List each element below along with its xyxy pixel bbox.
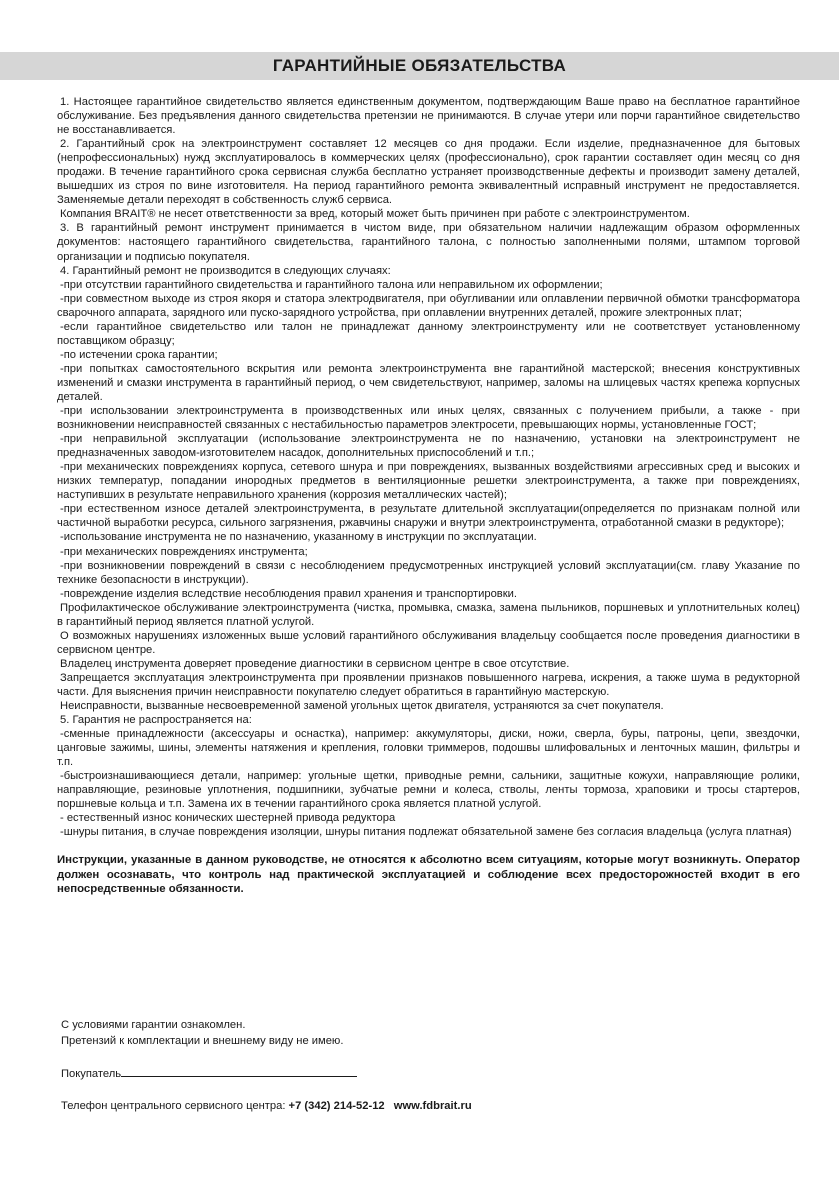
website-link[interactable]: www.fdbrait.ru (393, 1099, 472, 1112)
paragraph: 5. Гарантия не распространяется на: (60, 714, 252, 727)
list-item: -шнуры питания, в случае повреждения изоляции, шнуры питания подлежат обязательной замене без согласия владельца (услуга платная) (60, 826, 792, 839)
list-item: -при отсутствии гарантийного свидетельства и гарантийного талона или неправильном их оформлении; (60, 278, 603, 291)
phone-label: Телефон центрального сервисного центра: (61, 1099, 286, 1112)
paragraph: Профилактическое обслуживание электроинструмента (чистка, промывка, смазка, замена пыльников, поршневых и уплотнительных колец) в гарантийный период является платной услугой. (57, 601, 800, 628)
list-item: -использование инструмента не по назначению, указанному в инструкции по эксплуатации. (60, 531, 537, 544)
signature-line (121, 1065, 357, 1077)
warranty-terms (57, 95, 800, 896)
paragraph: О возможных нарушениях изложенных выше условий гарантийного обслуживания владельцу сообщается после проведения диагностики в сервисном центре. (57, 629, 800, 656)
list-item: -быстроизнашивающиеся детали, например: угольные щетки, приводные ремни, сальники, защитные кожухи, направляющие ролики, направляющие, резиновые уплотнения, подшипники, зубчатые ремни и колеса, стволы, ленты тормоза, храповики и тросы стартеров, поршневые кольца и т.п. Замена их в течении гарантийного срока является платной услугой. (57, 770, 800, 811)
paragraph: 4. Гарантийный ремонт не производится в следующих случаях: (60, 264, 391, 277)
paragraph: Запрещается эксплуатация электроинструмента при проявлении признаков повышенного нагрева, искрения, а также шума в редукторной части. Для выяснения причин неисправности покупателю следует обратиться в гарантийную мастерскую. (57, 671, 800, 698)
acknowledgement-line: Претензий к комплектации и внешнему виду не имею. (61, 1034, 344, 1047)
list-item: -при механических повреждениях корпуса, сетевого шнура и при повреждениях, вызванных воздействиями агрессивных сред и высоких и низких температур, попадании инородных предметов в вентиляционные решетки электроинструмента, а также при повреждениях, наступивших в результате неправильного хранения (коррозия металлических частей); (57, 461, 800, 502)
list-item: -повреждение изделия вследствие несоблюдения правил хранения и транспортировки. (60, 587, 517, 600)
phone-number: +7 (342) 214-52-12 (288, 1099, 385, 1112)
list-item: - естественный износ конических шестерней привода редуктора (60, 812, 396, 825)
page-title: ГАРАНТИЙНЫЕ ОБЯЗАТЕЛЬСТВА (272, 56, 567, 75)
list-item: -при попытках самостоятельного вскрытия или ремонта электроинструмента вне гарантийной мастерской; внесения конструктивных изменений и смазки инструмента в гарантийный период, о чем свидетельствуют, например, заломы на шлицевых частях крепежа корпусных деталей. (57, 362, 800, 403)
list-item: -при возникновении повреждений в связи с несоблюдением предусмотренных инструкцией условий эксплуатации(см. главу Указание по технике безопасности в инструкции). (57, 559, 800, 586)
paragraph: 2. Гарантийный срок на электроинструмент составляет 12 месяцев со дня продажи. Если изделие, предназначенное для бытовых (непрофессиональных) нужд эксплуатировалось в коммерческих целях (профессионально), срок гарантии составляет один месяц со дня продажи. В течение гарантийного срока сервисная служба бесплатно устраняет производственные дефекты и производит замену деталей, вышедших из строя по вине изготовителя. На период гарантийного ремонта эквивалентный исправный инструмент не предоставляется. Заменяемые детали переходят в собственность служб сервиса. (57, 138, 800, 207)
list-item: -при совместном выходе из строя якоря и статора электродвигателя, при обугливании или оплавлении первичной обмотки трансформатора сварочного аппарата, зарядного или пуско-зарядного устройства, при оплавлении внутренних деталей, прожиге электронных плат; (57, 292, 800, 319)
list-item: -при естественном износе деталей электроинструмента, в результате длительной эксплуатации(определяется по признакам полной или частичной выработки ресурса, сильного загрязнения, ржавчины снаружи и внутри электроинструмента, отработанной смазки в редукторе); (57, 503, 800, 530)
acknowledgement-block (61, 1018, 801, 1114)
list-item: -если гарантийное свидетельство или талон не принадлежат данному электроинструменту или не соответствует установленному поставщиком образцу; (57, 320, 800, 347)
list-item: -при механических повреждениях инструмента; (60, 545, 308, 558)
list-item: -сменные принадлежности (аксессуары и оснастка), например: аккумуляторы, диски, ножи, сверла, буры, патроны, цепи, звездочки, цанговые зажимы, шины, элементы натяжения и крепления, головки триммеров, подошвы шлифовальных и ленточных машин, фильтры и т.п. (57, 728, 800, 769)
paragraph: Владелец инструмента доверяет проведение диагностики в сервисном центре в свое отсутствие. (60, 657, 570, 670)
list-item: -при неправильной эксплуатации (использование электроинструмента не по назначению, установки на электроинструмент не предназначенных заводом-изготовителем насадок, дополнительных приспособлений и т.п.; (57, 433, 800, 460)
contact-row (61, 1099, 801, 1115)
paragraph: Неисправности, вызванные несвоевременной заменой угольных щеток двигателя, устраняются за счет покупателя. (60, 700, 664, 713)
list-item: -при использовании электроинструмента в производственных или иных целях, связанных с получением прибыли, а также - при возникновении неисправностей связанных с нестабильностью параметров электросети, превышающих нормы, установленные ГОСТ; (57, 405, 800, 432)
list-item: -по истечении срока гарантии; (60, 348, 218, 361)
paragraph: 3. В гарантийный ремонт инструмент принимается в чистом виде, при обязательном наличии надлежащим образом оформленных документов: настоящего гарантийного свидетельства, гарантийного талона, с полностью заполненными полями, штампом торговой организации и подписью покупателя. (57, 222, 800, 263)
paragraph: Компания BRAIT® не несет ответственности за вред, который может быть причинен при работе с электроинструментом. (60, 208, 690, 221)
paragraph: 1. Настоящее гарантийное свидетельство является единственным документом, подтверждающим Ваше право на бесплатное гарантийное обслуживание. Без предъявления данного свидетельства претензии не принимаются. В случае утери или порчи гарантийное свидетельство не восстанавливается. (57, 96, 800, 137)
buyer-signature-row (61, 1065, 801, 1083)
acknowledgement-line: С условиями гарантии ознакомлен. (61, 1019, 246, 1031)
buyer-label: Покупатель (61, 1068, 122, 1080)
warning-notice: Инструкции, указанные в данном руководстве, не относятся к абсолютно всем ситуациям, которые могут возникнуть. Оператор должен осознавать, что контроль над практической эксплуатацией и соблюдение всех предосторожностей входит в его непосредственные обязанности. (57, 854, 800, 896)
